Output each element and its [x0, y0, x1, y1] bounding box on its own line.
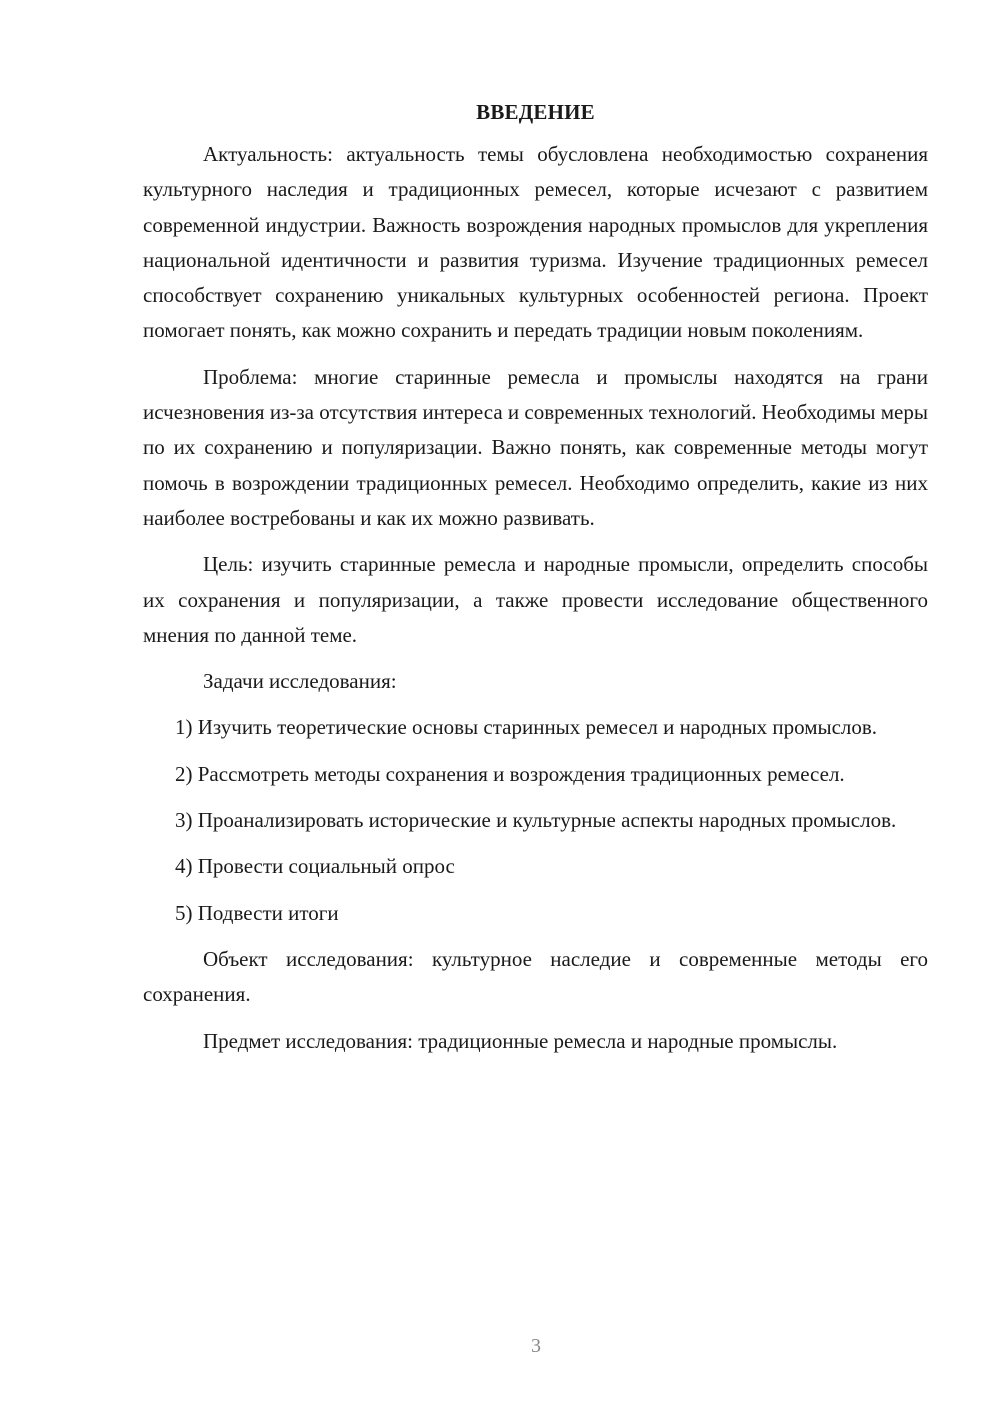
section-title: ВВЕДЕНИЕ	[476, 100, 595, 124]
paragraph-goal: Цель: изучить старинные ремесла и народные промысли, определить способы их сохранения и популяризации, а также провести исследование общественного мнения по данной теме.	[143, 552, 928, 647]
list-item: 4) Провести социальный опрос	[175, 854, 455, 879]
paragraph-relevance: Актуальность: актуальность темы обусловлена необходимостью сохранения культурного наследия и традиционных ремесел, которые исчезают с развитием современной индустрии. Важность возрождения народных промыслов для укрепления национальной идентичности и развития туризма. Изучение традиционных ремесел способствует сохранению уникальных культурных особенностей региона. Проект помогает понять, как можно сохранить и передать традиции новым поколениям.	[143, 142, 928, 343]
list-item: 3) Проанализировать исторические и культурные аспекты народных промыслов.	[175, 808, 897, 833]
list-item: 5) Подвести итоги	[175, 900, 339, 925]
list-item: 1) Изучить теоретические основы старинных ремесел и народных промыслов.	[175, 715, 878, 740]
paragraph-subject: Предмет исследования: традиционные ремесла и народные промыслы.	[203, 1028, 838, 1053]
page-number: 3	[531, 1335, 541, 1357]
list-item: 2) Рассмотреть методы сохранения и возрождения традиционных ремесел.	[175, 761, 845, 786]
tasks-heading: Задачи исследования:	[203, 669, 397, 694]
paragraph-object: Объект исследования: культурное наследие и современные методы его сохранения.	[143, 946, 928, 1007]
tasks-list	[143, 710, 928, 930]
page-content	[143, 97, 928, 1070]
paragraph-problem: Проблема: многие старинные ремесла и промыслы находятся на грани исчезновения из-за отсутствия интереса и современных технологий. Необходимы меры по их сохранению и популяризации. Важно понять, как современные методы могут помочь в возрождении традиционных ремесел. Необходимо определить, какие из них наиболее востребованы и как их можно развивать.	[143, 364, 928, 530]
